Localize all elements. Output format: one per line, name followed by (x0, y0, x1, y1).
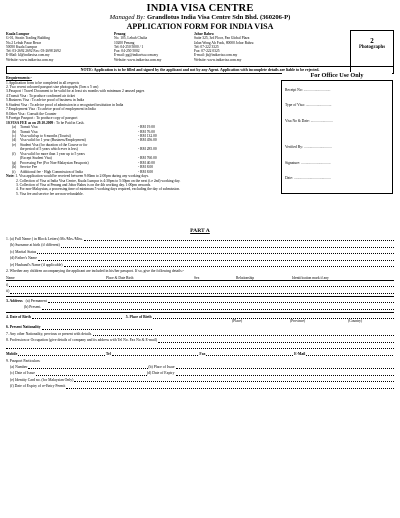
note-item: 3. Collection of Visa at Penang and Johor Bahru is on the 4th working day. 1:00pm onwards. (16, 182, 152, 187)
office-name: Kuala Lumpur (6, 32, 30, 36)
contact-row (6, 352, 394, 356)
address-present-input[interactable] (42, 306, 394, 310)
visa-no-date-field[interactable]: Visa No & Date: ........................ (285, 118, 333, 123)
office-line: E-mail: jb@indiavisa.com.my (194, 53, 238, 58)
requirements-list (6, 76, 274, 196)
requirement-item: 6.Student Visa : To advice proof of admission in a recognised institution in India (6, 102, 124, 107)
mobile-input[interactable] (18, 352, 105, 356)
col-name: Name (6, 275, 15, 280)
office-line: Tel: 03-2692 2692 Fax: 03-2698 2692 (6, 49, 61, 54)
date-of-issue-input[interactable] (36, 372, 147, 376)
fee-letter: (d) (12, 138, 17, 143)
requirement-item: 8.Other Visa : Consult the Counter (6, 111, 57, 116)
fee-letter: (a) (12, 125, 17, 130)
col-relationship: Relationship (236, 275, 255, 280)
fax-input[interactable] (206, 352, 293, 356)
occupation-row (6, 338, 394, 342)
children-table-header (6, 276, 394, 281)
office-date-field[interactable]: Date: ........................................ (285, 176, 331, 181)
fee-heading-suffix: : To be Paid in Cash. (53, 120, 85, 125)
passport-number-row (6, 365, 394, 369)
managed-by (6, 14, 394, 22)
divider (6, 312, 394, 313)
fee-desc: Visa valid for more than 1 year up to 5 years (20, 151, 85, 156)
office-line: Website: www.indiavisa.com.my (114, 57, 162, 62)
fee-desc: Additional fee - High Commission of India (20, 169, 83, 174)
verified-by-field[interactable]: Verified By: .............................. (285, 145, 332, 150)
nationality-row (6, 325, 394, 329)
occupation-input-extra[interactable] (6, 346, 394, 350)
requirement-item: 9.Foreign Passport : To produce copy of passport (6, 116, 78, 121)
identity-card-row (6, 378, 394, 382)
address-present-row (6, 305, 394, 309)
part-a-title: PART A (190, 228, 210, 235)
office-line: Fax: 04-250 5002 (114, 49, 140, 54)
requirement-item: 5.Business Visa : To advice proof of business in India (6, 98, 85, 103)
office-line: 50050 Kuala Lumpur (6, 44, 37, 49)
father-label: (d) Father's Name (10, 256, 37, 261)
office-line: Suite 325, 3rd Floor, Pan Global Plaza (194, 36, 250, 41)
date-of-issue-label: (c) Date of Issue (10, 371, 35, 376)
full-name-input[interactable] (84, 238, 394, 242)
reentry-permit-input[interactable] (66, 385, 394, 389)
office-kuala-lumpur (6, 32, 114, 62)
office-line: Website: www.indiavisa.com.my (194, 57, 242, 62)
nationality-input[interactable] (42, 326, 152, 330)
pob-province-caption: (Province) (290, 318, 306, 323)
marital-label: (c) Marital Status (10, 249, 37, 254)
col-identification: Identification mark if any (292, 275, 329, 280)
fee-desc: Transit Visa (20, 129, 38, 134)
date-of-expiry-label: (d) Date of Expiry (146, 371, 175, 376)
address-permanent-row (6, 299, 394, 303)
address-label: 3. Address (6, 298, 23, 303)
other-nationality-row (6, 332, 394, 336)
place-of-issue-input[interactable] (176, 366, 394, 370)
form-title: APPLICATION FORM FOR INDIA VISA (126, 22, 274, 31)
pob-subcaptions (6, 319, 394, 323)
office-line: Tel: 04-250 5000 / 1 (114, 44, 144, 49)
office-line: G-01, Straits Trading Building (6, 36, 50, 41)
office-line: Jalan Wong Ah Fook, 80000 Johor Bahru (194, 40, 254, 45)
full-name-label: 1. (a) Full Name ( in Block Letters) Mr./Mrs./Miss. (6, 237, 83, 242)
nationality-label: 6. Present Nationality (6, 325, 41, 330)
centre-title: INDIA VISA CENTRE (146, 3, 254, 14)
office-line: Fax: 07-222 0325 (194, 49, 220, 54)
address-permanent-label: (a) Permanent (25, 298, 47, 303)
full-name-row (6, 237, 394, 241)
occupation-label: 8. Profession or Occupation (give details of company and its address with Tel No. Fax No & E-mail) (6, 338, 157, 343)
father-row (6, 256, 394, 260)
date-of-expiry-input[interactable] (176, 372, 395, 376)
child-row (6, 283, 394, 287)
fee-letter: (c) (12, 133, 17, 138)
surname-label: (b) Surname at birth (if different) (10, 243, 60, 248)
pob-country-caption: (Country) (348, 318, 363, 323)
fee-amount: - RM 19.00 (138, 125, 155, 130)
occupation-extra-line (6, 346, 394, 350)
fee-amount: - RM 285.00 (138, 147, 157, 152)
photo-label: Photographs (358, 45, 386, 50)
passport-heading-row (6, 359, 394, 363)
reentry-permit-row (6, 384, 394, 388)
fee-amount: - RM 132.00 (138, 133, 157, 138)
husband-row (6, 263, 394, 267)
identity-card-label: (e) Identity Card no. (for Malaysian Only) (10, 377, 74, 382)
child-input[interactable] (9, 284, 394, 288)
passport-heading: 9. Passport Particulars: (6, 358, 41, 363)
surname-row (6, 243, 394, 247)
marital-input[interactable] (37, 251, 394, 255)
requirements-section (6, 72, 394, 226)
office-line: Website: www.indiavisa.com.my (6, 57, 54, 62)
fee-desc: Student Visa (for duration of the Course or for (20, 142, 88, 147)
fee-desc: the period of 5 years which ever is less) (20, 147, 78, 152)
office-line: No.2 Lebuh Pasar Besar (6, 40, 41, 45)
fee-heading-text: 10.VISA FEE as on 29.10.2009 (6, 120, 54, 125)
father-input[interactable] (38, 257, 394, 261)
child-row-label: i) (6, 282, 9, 287)
office-line: E-Mail: kl@indiavisa.com.my (6, 53, 50, 58)
requirement-item: 1.Application form to be completed in all respects (6, 80, 79, 85)
tel-input[interactable] (112, 352, 199, 356)
email-label: E-Mail (294, 352, 306, 357)
reentry-permit-label: (f) Date of Expiry of re-Entry Permit (10, 384, 66, 389)
part-a-form (6, 237, 394, 389)
col-place-date: Place & Date Birth (106, 275, 134, 280)
fee-desc: Transit Visa (20, 125, 38, 130)
fee-desc: (Except Student Visa) (20, 156, 52, 161)
office-johor-bahru (194, 32, 294, 62)
requirement-item: 4.Transit Visa : To produce confirmed air ticket (6, 93, 76, 98)
pob-place-caption: (Place) (232, 318, 243, 323)
husband-input[interactable] (64, 264, 394, 268)
fee-letter: (b) (12, 129, 17, 134)
other-nationality-input[interactable] (93, 333, 394, 337)
mobile-label: Mobile (6, 352, 18, 357)
fee-amount: - RM 8.00 (138, 169, 154, 174)
managed-by-prefix: Managed By: (109, 14, 146, 21)
fax-label: Fax (199, 352, 206, 357)
photo-count: 2 (370, 37, 374, 45)
requirements-heading: Requirements:- (6, 76, 32, 81)
fee-amount: - RM 76.00 (138, 129, 155, 134)
fee-letter: (f) (12, 151, 16, 156)
fee-amount: - RM 456.00 (138, 138, 157, 143)
col-sex: Sex (194, 275, 200, 280)
fee-desc: Visa valid for 1 year (Business/Employment) (20, 138, 86, 143)
office-addresses (6, 32, 394, 62)
divider (6, 296, 394, 297)
address-present-label: (b) Present. (24, 305, 42, 310)
fee-letter: (g) (12, 160, 17, 165)
fee-amount: - RM 8.00 (138, 165, 154, 170)
requirement-item: 3.Passport / Travel Document to be valid for at least six months with minimum 2 unused pages (6, 89, 145, 94)
passport-number-input[interactable] (28, 366, 148, 370)
other-nationality-label: 7. Any other Nationality, pervious or present with details. (6, 331, 93, 336)
notes-label: Note: (6, 174, 15, 179)
husband-label: (e) Husband's Name (if applicable) (10, 262, 63, 267)
applicant-note: NOTE: Application is to be filled and signed by the applicant and not by any Agent. Application with incomplete details are liable to be rejected. (6, 66, 394, 74)
children-row (6, 269, 394, 273)
note-item: 1. Visa application would be received between 9:00am to 2:00pm during any working days. (15, 174, 149, 179)
office-use-box (281, 72, 393, 194)
marital-row (6, 250, 394, 254)
signature-field[interactable]: Signature: ................................ (285, 160, 331, 165)
fee-amount: - RM 40.00 (138, 160, 155, 165)
child-row-label: ii) (6, 289, 10, 294)
occupation-input[interactable] (158, 339, 394, 343)
place-of-issue-label: (b) Place of Issue (148, 364, 175, 369)
fee-amount: - RM 760.00 (138, 156, 157, 161)
note-item: 2. Collection of Visa at India Visa Centre, Kuala Lumpur is 4:30pm to 5:30pm on the next (i.e 2nd) working day. (16, 178, 181, 183)
tel-label: Tel (105, 352, 111, 357)
office-name: Johor Bahru (194, 32, 214, 36)
fee-letter: (h) (12, 165, 17, 170)
passport-number-label: (a) Number (10, 364, 28, 369)
photograph-box (350, 30, 394, 74)
fee-letter: (e) (12, 142, 17, 147)
fee-desc: Processing Fee (For Non-Malaysian Passports) (20, 160, 89, 165)
note-item: 5. Visa fee and service fee are non-refundable. (16, 191, 84, 196)
office-line: No. 105, Lebuh Chulia (114, 36, 148, 41)
child-input[interactable] (10, 290, 394, 294)
identity-card-input[interactable] (74, 379, 394, 383)
email-input[interactable] (306, 352, 393, 356)
requirement-item: 2. Two recent coloured passport size photographs (5cm x 5 cm) (6, 84, 99, 89)
office-line: 10200 Penang (114, 40, 135, 45)
fee-desc: Service Fee (20, 165, 38, 170)
surname-input[interactable] (61, 244, 394, 248)
visa-type-field[interactable]: Type of Visa: ............................ (285, 103, 332, 108)
office-name: Penang (114, 32, 126, 36)
office-line: Tel: 07-222 3325 (194, 44, 219, 49)
office-line: E-mail: pg@indiavisa.com.my (114, 53, 159, 58)
office-penang (114, 32, 194, 62)
requirement-item: 7.Employment Visa : To advice proof of employment in India (6, 107, 96, 112)
dob-label: 4. Date of Birth (6, 314, 31, 319)
pob-label: 5. Place of Birth (125, 314, 152, 319)
passport-dates-row (6, 371, 394, 375)
children-label: 2. Whether any children accompanying the applicant are included in his/her passport. If so, give the following details:- (6, 269, 185, 274)
child-row (6, 289, 394, 293)
receipt-no-field[interactable]: Receipt No: ............................. (285, 88, 331, 93)
fee-desc: Visa valid up to 6 months (Tourist) (20, 133, 71, 138)
managed-by-company: Grandlotus India Visa Centre Sdn Bhd. (360206-P) (147, 14, 291, 21)
address-permanent-input[interactable] (48, 300, 394, 304)
office-use-title: For Office Use Only (282, 72, 392, 80)
fee-letter: (i) (12, 169, 16, 174)
note-item: 4. For non-Malaysian, a processing time of minimum 5 working days required, excluding the day of submission. (16, 187, 181, 192)
